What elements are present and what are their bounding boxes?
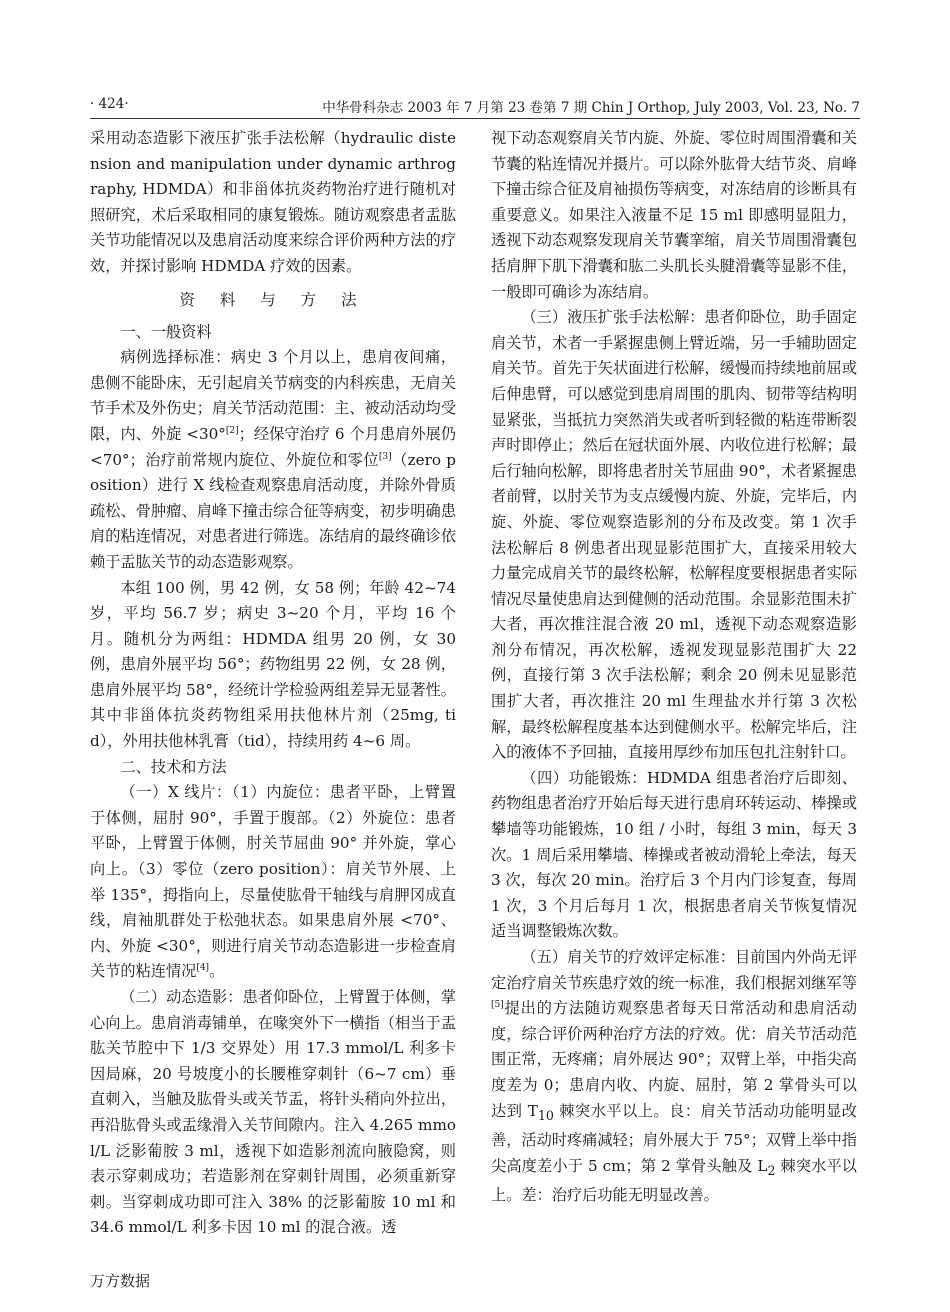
right-column	[491, 126, 857, 1209]
subsection-general: 一、一般资料	[120, 322, 212, 341]
paragraph-criteria-c: （zero position）进行 X 线检查观察患肩活动度，并除外骨质疏松、骨肿瘤、肩峰下撞击综合征等病变，初步明确患肩的粘连情况，对患者进行筛选。冻结肩的最终确诊依赖于盂肱关节的动态造影观察。	[90, 450, 456, 571]
citation-ref: [4]	[196, 963, 210, 974]
paragraph-criteria	[90, 345, 456, 575]
intro-paragraph: 采用动态造影下液压扩张手法松解（hydraulic distension and manipulation under dynamic arthrography, HDMDA）和非甾体抗炎药物治疗进行随机对照研究，术后采取相同的康复锻炼。随访观察患者盂肱关节功能情况以及患肩活动度来综合评价两种方法的疗效，并探讨影响 HDMDA 疗效的因素。	[90, 129, 456, 275]
vertebra-subscript: 2	[767, 1162, 776, 1178]
paragraph-cohort: 本组 100 例，男 42 例，女 58 例；年龄 42~74 岁，平均 56.7 岁；病史 3~20 个月，平均 16 个月。随机分为两组：HDMDA 组男 20 例，女 30 例，患肩外展平均 56°；药物组男 22 例，女 28 例，患肩外展平均 58°，经统计学检验两组差异无显著性。其中非甾体抗炎药物组采用扶他林片剂（25mg, tid），外用扶他林乳膏（tid），持续用药 4~6 周。	[90, 578, 456, 751]
watermark-footer: 万方数据	[90, 1272, 151, 1290]
page-header	[90, 94, 860, 119]
vertebra-subscript: 10	[537, 1107, 554, 1123]
citation-ref: [2]	[225, 425, 239, 436]
paragraph-evaluation-c: 棘突水平以上。良：肩关节活动功能明显改善，活动时疼痛减轻；肩外展大于 75°；双臂上举中指尖高度差小于 5 cm；第 2 掌骨头触及 L	[491, 1101, 857, 1175]
paragraph-arthrography-cont: 视下动态观察肩关节内旋、外旋、零位时周围滑囊和关节囊的粘连情况并摄片。可以除外肱骨大结节炎、肩峰下撞击综合征及肩袖损伤等病变，对冻结肩的诊断具有重要意义。如果注入液量不足 15 ml 即感明显阻力，透视下动态观察发现肩关节囊挛缩，肩关节周围滑囊包括肩胛下肌下滑囊和肱二头肌长头腱滑囊等显影不佳，一般即可确诊为冻结肩。	[491, 129, 857, 301]
paragraph-xray-a: （一）X 线片：（1）内旋位：患者平卧，上臂置于体侧，屈肘 90°，手置于腹部。（2）外旋位：患者平卧，上臂置于体侧，肘关节屈曲 90° 并外旋，掌心向上。（3）零位（zero position）：肩关节外展、上举 135°，拇指向上，尽量使肱骨干轴线与肩胛冈成直线，肩袖肌群处于松弛状态。如果患肩外展 <70°、内、外旋 <30°，则进行肩关节动态造影进一步检查肩关节的粘连情况	[90, 783, 456, 981]
citation-ref: [5]	[491, 1000, 504, 1011]
left-column	[90, 126, 456, 1241]
paragraph-evaluation-a: （五）肩关节的疗效评定标准：目前国内外尚无评定治疗肩关节疾患疗效的统一标准，我们根据刘继军等	[491, 948, 857, 992]
paragraph-criteria-b: ；经保守治疗 6 个月患肩外展仍 <70°；治疗前常规内旋位、外旋位和零位	[90, 424, 456, 469]
paragraph-xray	[90, 780, 456, 985]
section-title: 资 料 与 方 法	[179, 290, 367, 309]
journal-citation: 中华骨科杂志 2003 年 7 月第 23 卷第 7 期 Chin J Orthop, July 2003, Vol. 23, No. 7	[322, 100, 860, 116]
page-number: · 424·	[90, 96, 129, 112]
subsection-methods: 二、技术和方法	[120, 757, 227, 776]
citation-ref: [3]	[378, 451, 392, 462]
paragraph-evaluation-b: 提出的方法随访观察患者每天日常活动和患肩活动度，综合评价两种治疗方法的疗效。优：肩关节活动范围正常，无疼痛；肩外展达 90°；双臂上举，中指尖高度差为 0；患肩内收、内旋、屈肘，第 2 掌骨头可以达到 T	[491, 999, 857, 1120]
paragraph-xray-b: 。	[209, 962, 225, 981]
paragraph-exercise: （四）功能锻炼：HDMDA 组患者治疗后即刻、药物组患者治疗开始后每天进行患肩环转运动、棒操或攀墙等功能锻炼，10 组 / 小时，每组 3 min，每天 3 次。1 周后采用攀墙、棒操或者被动滑轮上牵法，每天 3 次，每次 20 min。治疗后 3 个月内门诊复查，每周 1 次，3 个月后每月 1 次，根据患者肩关节恢复情况适当调整锻炼次数。	[491, 768, 857, 941]
paragraph-criteria-a: 病例选择标准：病史 3 个月以上，患肩夜间痛，患侧不能卧床，无引起肩关节病变的内科疾患，无肩关节手术及外伤史；肩关节活动范围：主、被动活动均受限，内、外旋 <30°	[90, 348, 456, 443]
paragraph-arthrography: （二）动态造影：患者仰卧位，上臂置于体侧，掌心向上。患肩消毒铺单，在喙突外下一横指（相当于盂肱关节腔中下 1/3 交界处）用 17.3 mmol/L 利多卡因局麻，20 号坡度小的长腰椎穿刺针（6~7 cm）垂直刺入，当触及肱骨头或关节盂，将针头稍向外拉出，再沿肱骨头或盂缘滑入关节间隙内。注入 4.265 mmol/L 泛影葡胺 3 ml，透视下如造影剂流向腋隐窝，则表示穿刺成功；若造影剂在穿刺针周围，必须重新穿刺。当穿刺成功即可注入 38% 的泛影葡胺 10 ml 和 34.6 mmol/L 利多卡因 10 ml 的混合液。透	[90, 988, 456, 1237]
paragraph-manipulation: （三）液压扩张手法松解：患者仰卧位，助手固定肩关节，术者一手紧握患侧上臂近端，另一手辅助固定肩关节。首先于矢状面进行松解，缓慢而持续地前屈或后伸患臂，可以感觉到患肩周围的肌肉、韧带等结构明显紧张，当抵抗力突然消失或者听到轻微的粘连带断裂声时即停止；然后在冠状面外展、内收位进行松解；最后行轴向松解，即将患者肘关节屈曲 90°，术者紧握患者前臂，以肘关节为支点缓慢内旋、外旋，完毕后，内旋、外旋、零位观察造影剂的分布及改变。第 1 次手法松解后 8 例患者出现显影范围扩大，直接采用较大力量完成肩关节的最终松解，松解程度要根据患者实际情况尽量使患肩达到健侧的活动范围。余显影范围未扩大者，再次推注混合液 20 ml，透视下动态观察造影剂分布情况，再次松解，透视发现显影范围扩大 22 例，直接行第 3 次手法松解；剩余 20 例未见显影范围扩大者，再次推注 20 ml 生理盐水并行第 3 次松解，最终松解程度基本达到健侧水平。松解完毕后，注入的液体不予回抽，直接用厚纱布加压包扎注射针口。	[491, 308, 857, 762]
paragraph-evaluation	[491, 945, 857, 1209]
paragraph-evaluation-d: 棘突水平以上。差：治疗后功能无明显改善。	[491, 1156, 857, 1205]
